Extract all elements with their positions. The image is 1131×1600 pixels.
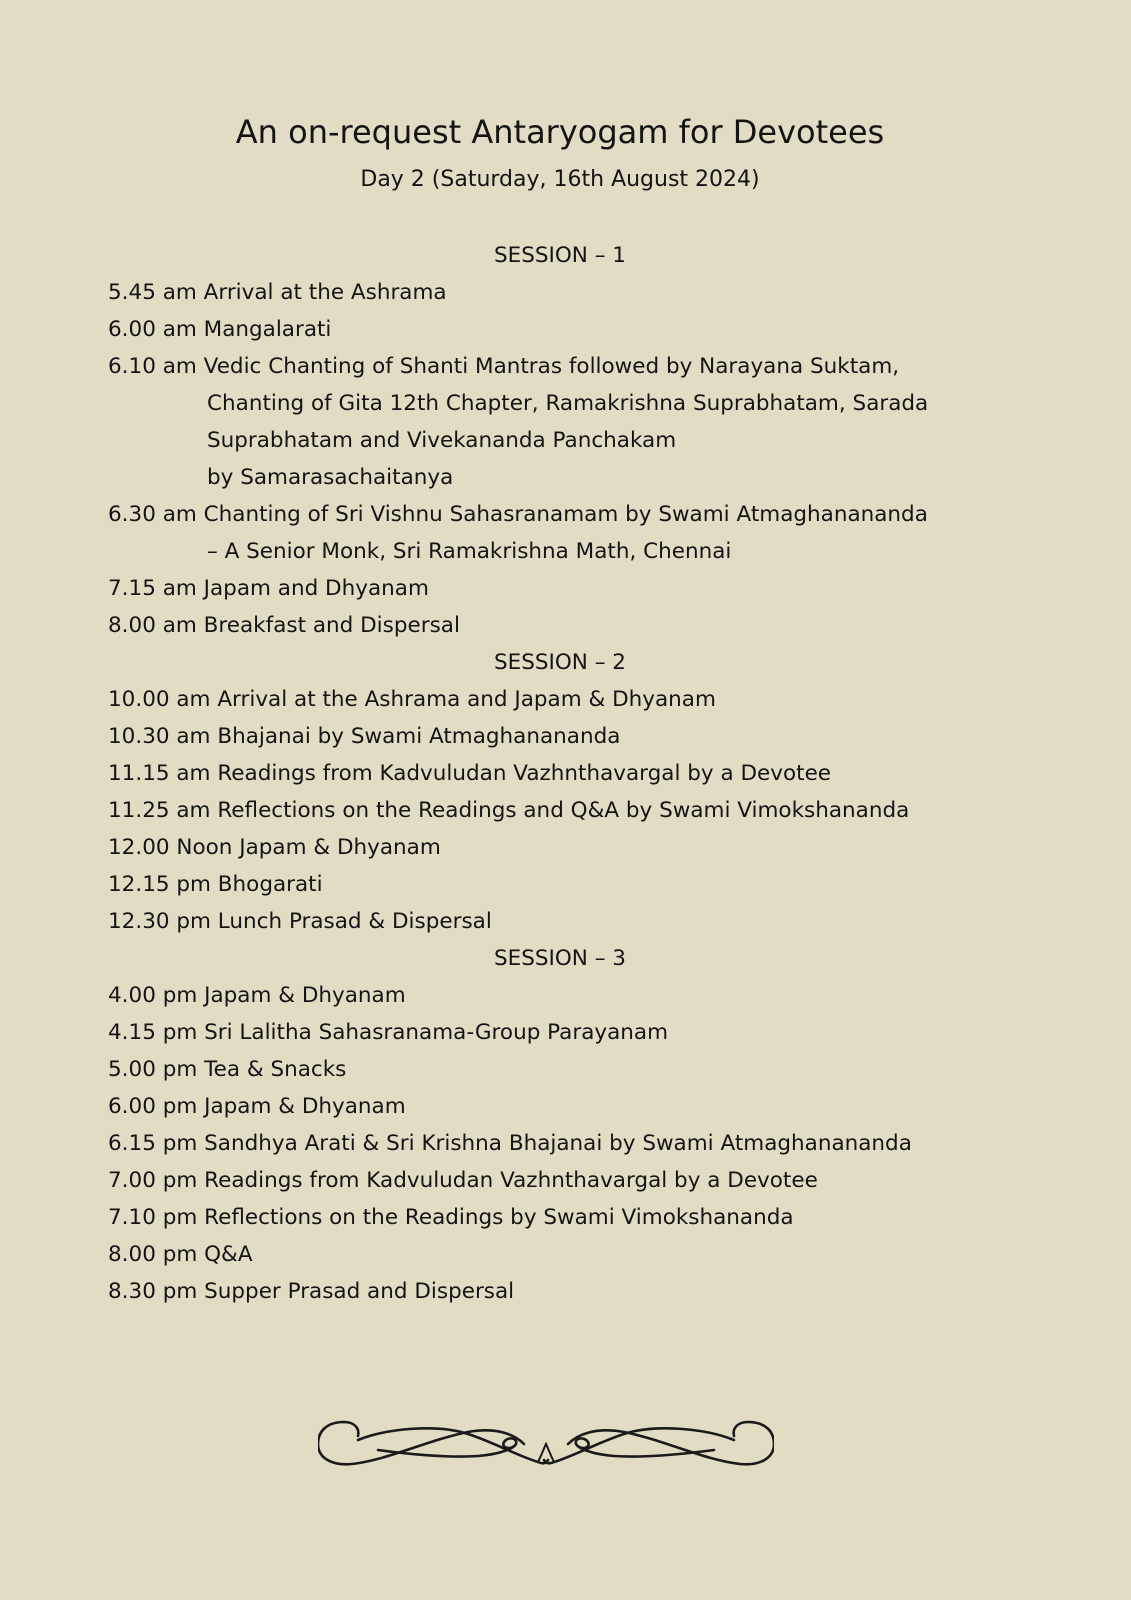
schedule-item-continuation: – A Senior Monk, Sri Ramakrishna Math, Chennai xyxy=(207,539,732,564)
schedule-item: 12.30 pm Lunch Prasad & Dispersal xyxy=(108,909,492,934)
schedule-item: 8.30 pm Supper Prasad and Dispersal xyxy=(108,1279,515,1304)
schedule-item: 6.10 am Vedic Chanting of Shanti Mantras followed by Narayana Suktam, xyxy=(108,354,900,379)
schedule-item: 5.00 pm Tea & Snacks xyxy=(108,1057,347,1082)
schedule-item: 10.30 am Bhajanai by Swami Atmaghanananda xyxy=(108,724,621,749)
session-heading: SESSION – 1 xyxy=(494,243,626,268)
schedule-item: 4.15 pm Sri Lalitha Sahasranama-Group Parayanam xyxy=(108,1020,669,1045)
schedule-item: 6.30 am Chanting of Sri Vishnu Sahasranamam by Swami Atmaghanananda xyxy=(108,502,928,527)
schedule-item: 6.00 am Mangalarati xyxy=(108,317,332,342)
schedule-item: 7.15 am Japam and Dhyanam xyxy=(108,576,429,601)
schedule-item-continuation: Chanting of Gita 12th Chapter, Ramakrishna Suprabhatam, Sarada xyxy=(207,391,929,416)
schedule-item: 12.00 Noon Japam & Dhyanam xyxy=(108,835,441,860)
schedule-item: 11.25 am Reflections on the Readings and Q&A by Swami Vimokshananda xyxy=(108,798,910,823)
schedule-item: 5.45 am Arrival at the Ashrama xyxy=(108,280,447,305)
schedule-item-continuation: Suprabhatam and Vivekananda Panchakam xyxy=(207,428,677,453)
schedule-item: 7.00 pm Readings from Kadvuludan Vazhnthavargal by a Devotee xyxy=(108,1168,818,1193)
schedule-item: 8.00 am Breakfast and Dispersal xyxy=(108,613,460,638)
schedule-item: 7.10 pm Reflections on the Readings by Swami Vimokshananda xyxy=(108,1205,794,1230)
scroll-flourish-icon xyxy=(318,1418,774,1474)
session-heading: SESSION – 2 xyxy=(494,650,626,675)
schedule-item: 11.15 am Readings from Kadvuludan Vazhnthavargal by a Devotee xyxy=(108,761,832,786)
schedule-item: 4.00 pm Japam & Dhyanam xyxy=(108,983,406,1008)
schedule-item: 8.00 pm Q&A xyxy=(108,1242,253,1267)
schedule-item: 6.00 pm Japam & Dhyanam xyxy=(108,1094,406,1119)
schedule-item-continuation: by Samarasachaitanya xyxy=(207,465,454,490)
event-date: Day 2 (Saturday, 16th August 2024) xyxy=(360,167,760,192)
schedule-item: 12.15 pm Bhogarati xyxy=(108,872,323,897)
page-title: An on-request Antaryogam for Devotees xyxy=(235,113,885,151)
schedule-list xyxy=(0,237,1131,1310)
schedule-item: 6.15 pm Sandhya Arati & Sri Krishna Bhajanai by Swami Atmaghanananda xyxy=(108,1131,912,1156)
session-heading: SESSION – 3 xyxy=(494,946,626,971)
schedule-item: 10.00 am Arrival at the Ashrama and Japam & Dhyanam xyxy=(108,687,716,712)
